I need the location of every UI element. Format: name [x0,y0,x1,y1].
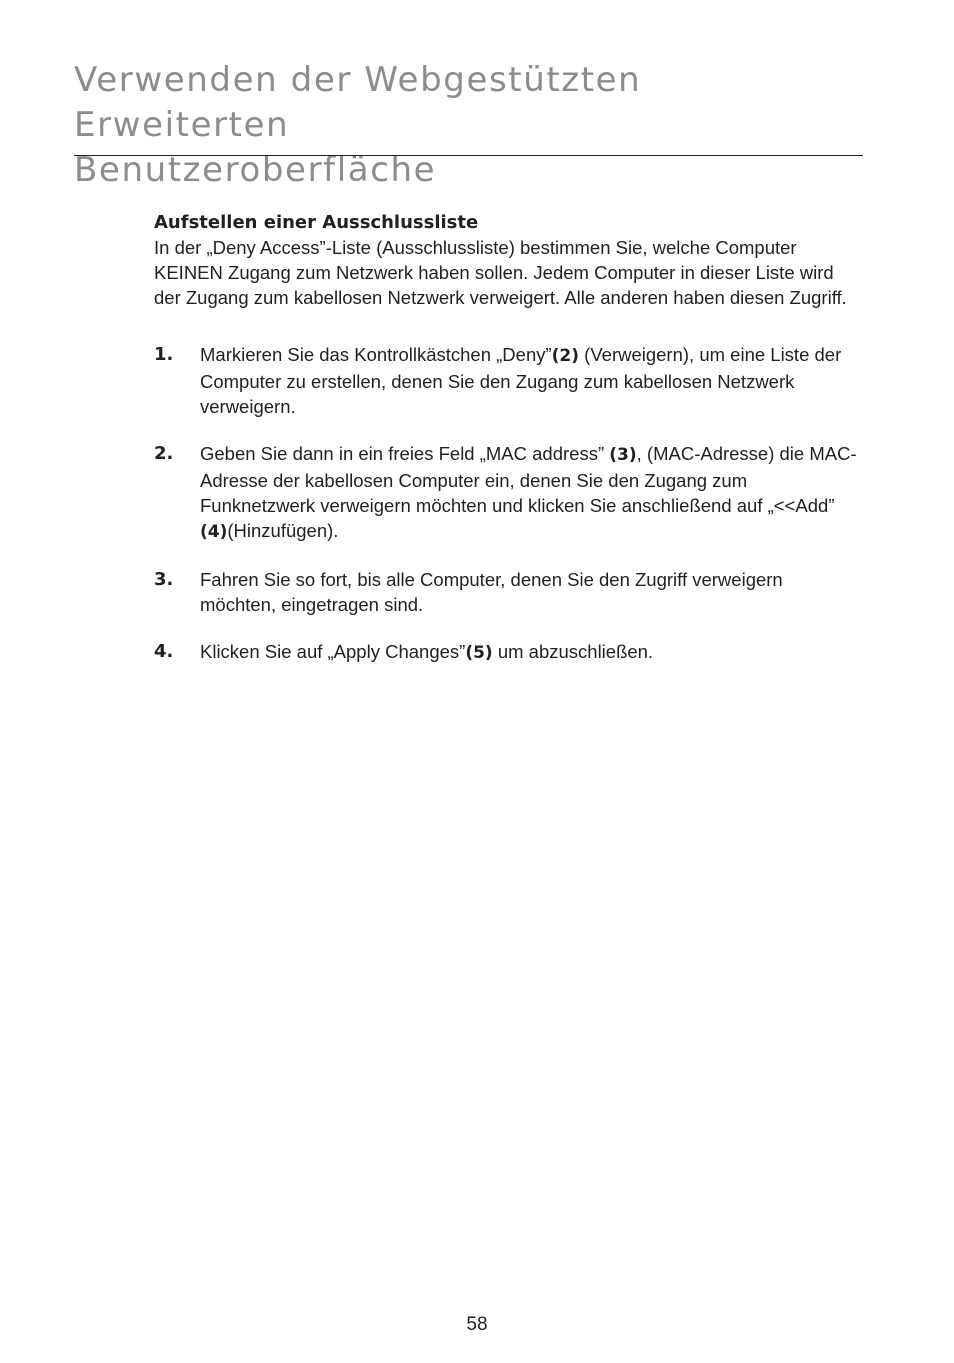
step-item-2 [154,441,860,545]
steps-list [154,342,860,666]
step-text: (Hinzufügen). [227,520,339,541]
title-divider [74,155,863,156]
page-number: 58 [466,1314,488,1335]
step-item-3 [154,567,860,617]
main-content [154,210,860,688]
step-text: Fahren Sie so fort, bis alle Computer, denen Sie den Zugriff verweigern möchten, eingetragen sind. [200,569,783,615]
step-text: Geben Sie dann in ein freies Feld „MAC address” [200,443,610,464]
section-heading: Aufstellen einer Ausschlussliste [154,212,479,233]
intro-paragraph: In der „Deny Access”-Liste (Ausschlussliste) bestimmen Sie, welche Computer KEINEN Zugang zum Netzwerk haben sollen. Jedem Computer in dieser Liste wird der Zugang zum kabellosen Netzwerk verweigert. Alle anderen haben diesen Zugriff. [154,237,847,308]
step-text: (Verweigern), um eine Liste der Computer zu erstellen, denen Sie den Zugang zum kabellosen Netzwerk verweigern. [200,344,842,417]
step-text: Klicken Sie auf „Apply Changes” [200,641,466,662]
callout-reference: (5) [465,643,493,663]
page-title-line-1: Verwenden der Webgestützten Erweiterten [74,60,642,145]
step-number: 3. [154,569,174,590]
step-text: , (MAC-Adresse) die MAC-Adresse der kabellosen Computer ein, denen Sie den Zugang zum Funknetzwerk verweigern möchten und klicken Sie anschließend auf „<<Add” [200,443,857,516]
step-text: Markieren Sie das Kontrollkästchen „Deny” [200,344,552,365]
callout-reference: (3) [609,445,637,465]
callout-reference: (4) [200,522,228,542]
step-number: 2. [154,443,174,464]
step-text: um abzuschließen. [492,641,654,662]
step-number: 4. [154,641,174,662]
page-title [74,58,863,193]
page-title-line-2: Benutzeroberfläche [74,150,437,190]
page-header [74,58,863,193]
step-item-1 [154,342,860,419]
callout-reference: (2) [551,346,580,366]
step-number: 1. [154,344,174,365]
step-item-4 [154,639,860,666]
